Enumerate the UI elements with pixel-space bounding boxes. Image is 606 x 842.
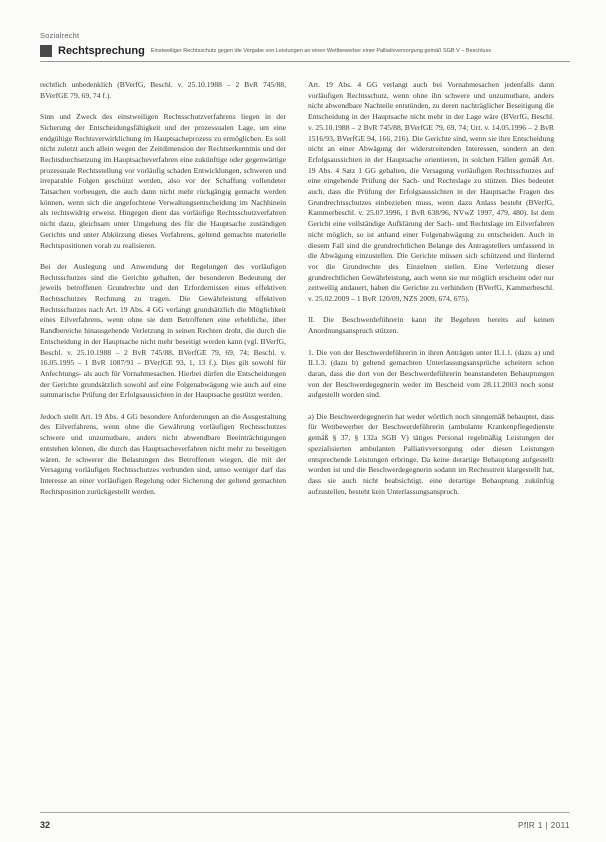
footer-divider [40,812,570,813]
section-label: Sozialrecht [40,31,80,40]
paragraph: Jedoch stellt Art. 19 Abs. 4 GG besondere Anforderungen an die Ausgestaltung des Eilverfahrens, wenn ohne die Gewährung vorläufigen Rechtsschutzes schwere und unzumutbare, anders nicht abwendbare Beeinträchtigungen entstehen können, die durch das Hauptsacheverfahren nicht mehr zu beseitigen wären. Je schwerer die Belastungen des Betroffenen wiegen, die mit der Versagung vorläufigen Rechtsschutzes verbunden sind, umso weniger darf das Interesse an einer vorläufigen Regelung oder Sicherung der geltend gemachten Rechtsposition zurückgestellt werden. [40,411,286,496]
page-header [40,43,570,59]
right-column [308,80,554,508]
paragraph: a) Die Beschwerdegegnerin hat weder wörtlich noch sinngemäß behauptet, dass für Wettbewerber der Beschwerdeführerin (ambulante Krankenpflegedienste gemäß § 37, § 132a SGB V) tätiges Personal regelmäßig Leistungen der spezialisierten ambulanten Palliativversorgung oder diesen Leistungen entsprechende Leistungen erbringe. Da keine derartige Behauptung aufgestellt worden ist und die Beschwerdegegnerin sodann im Rechtsstreit klargestellt hat, dass sie auch nicht beabsichtigt, eine derartige Behauptung zukünftig aufzustellen, besteht kein Unterlassungsanspruch. [308,411,554,496]
paragraph: Bei der Auslegung und Anwendung der Regelungen des vorläufigen Rechtsschutzes sind die Gerichte gehalten, der besonderen Bedeutung der jeweils betroffenen Grundrechte und den Erfordernissen eines effektiven Rechtsschutzes Rechnung zu tragen. Die Gewährleistung effektiven Rechtsschutzes nach Art. 19 Abs. 4 GG verlangt grundsätzlich die Möglichkeit eines Eilverfahrens, wenn ohne sie dem Betroffenen eine erhebliche, über Randbereiche hinausgehende Verletzung in seinen Rechten droht, die durch die Entscheidung in der Hauptsache nicht mehr beseitigt werden kann (vgl. BVerfG, Beschl. v. 25.10.1988 – 2 BvR 745/88, BVerfGE 79, 69, 74; Beschl. v. 16.05.1995 – 1 BvR 1087/91 – BVerfGE 93, 1, 13 f.). Dies gilt sowohl für Anfechtungs- als auch für Vornahmesachen. Hierbei dürfen die Entscheidungen der Gerichte grundsätzlich sowohl auf eine Folgenabwägung wie auch auf eine summarische Prüfung der Erfolgsaussichten in der Hauptsache gestützt werden. [40,261,286,400]
page-number: 32 [40,820,51,830]
paragraph: Sinn und Zweck des einstweiligen Rechtsschutzverfahrens liegen in der Sicherung der Entscheidungsfähigkeit und der prozessualen Lage, um eine endgültige Rechtsverwirklichung im Hauptsacheprozess zu ermöglichen. Es soll nicht zuletzt auch allein wegen der Zeitdimension der Rechtserkenntnis und der Rechtsdurchsetzung im Hauptsacheverfahren eine zukünftige oder gegenwärtige prozessuale Rechtsstellung vor vorläufig schaden Entwicklungen, schweren und irreparable Folgen geschützt werden, also vor der Schaffung vollendeter Tatsachen vorbeugen, die auch dann nicht mehr rückgängig gemacht werden können, wenn sich die angefochtene Verwaltungsentscheidung im Nachhinein als rechtswidrig erweist. Hingegen dient das vorläufige Rechtsschutzverfahren nicht dazu, gleichsam unter Umgehung des für die Hauptsache zuständigen Gerichts und unter Abkürzung dieses Verfahrens, geltend gemachte materielle Rechtspositionen vorab zu realisieren. [40,112,286,250]
paragraph: Art. 19 Abs. 4 GG verlangt auch bei Vornahmesachen jedenfalls dann vorläufigen Rechtsschutz, wenn ohne ihn schwere und unzumutbare, anders nicht abwendbare Nachteile entstünden, zu deren nachträglicher Beseitigung die Entscheidung in der Hauptsache nicht mehr in der Lage wäre (BVerfG, Beschl. v. 25.10.1988 – 2 BvR 745/88, BVerfGE 79, 69, 74; Urt. v. 14.05.1996 – 2 BvR 1516/93, BVerfGE 94, 166, 216). Die Gerichte sind, wenn sie ihre Entscheidung nicht an einer Abwägung der widerstreitenden Interessen, sondern an den Erfolgsaussichten in der Hauptsache orientieren, in solchen Fällen gemäß Art. 19 Abs. 4 Satz 1 GG gehalten, die Versagung vorläufigen Rechtsschutzes auf eine eingehende Prüfung der Sach- und Rechtslage zu stützen. Dies bedeutet auch, dass die Prüfung der Erfolgsaussichten in der Hauptsache Fragen des Grundrechtsschutzes einbeziehen muss, wenn dazu Anlass besteht (BVerfG, Kammerbeschl. v. 25.07.1996, 1 BvR 638/96, NVwZ 1997, 479, 480). Ist dem Gericht eine vollständige Aufklärung der Sach- und Rechtslage im Eilverfahren nicht möglich, so ist anhand einer Folgenabwägung zu entscheiden. Auch in diesem Fall sind die grundrechtlichen Belange des Antragstellers umfassend in die Abwägung einzustellen. Die Gerichte müssen sich schützend und fördernd vor die Grundrechte des Einzelnen stellen. Eine Verletzung dieser grundrechtlichen Gewährleistung, auch wenn sie nur möglich erscheint oder nur zeitweilig andauert, haben die Gerichte zu verhindern (BVerfG, Kammerbeschl. v. 25.02.2009 – 1 BvR 120/09, NZS 2009, 674, 675). [308,80,554,304]
paragraph: 1. Die von der Beschwerdeführerin in ihren Anträgen unter II.1.1. (dazu a) und II.1.3. (dazu b) geltend gemachten Unterlassungsansprüche scheitern schon daran, dass die dort von der Beschwerdeführerin beanstandeten Behauptungen von der Beschwerdegegnerin weder im Bescheid vom 28.11.2003 noch sonst aufgestellt worden sind. [308,347,554,400]
paragraph: rechtlich unbedenklich (BVerfG, Beschl. v. 25.10.1988 – 2 BvR 745/88, BVerfGE 79, 69, 74 f.). [40,80,286,100]
header-title: Rechtsprechung [58,45,145,57]
left-column [40,80,286,508]
paragraph: II. Die Beschwerdeführerin kann ihr Begehren bereits auf keinen Anordnungsanspruch stützen. [308,315,554,336]
header-subtitle: Einstweiliger Rechtsschutz gegen die Vergabe von Leistungen an einen Wettbewerber einer Palliativversorgung gemäß SGB V – Beschluss [150,48,491,54]
journal-logo-icon [40,45,52,57]
journal-issue: PflR 1 | 2011 [517,821,570,830]
header-divider [40,61,570,62]
